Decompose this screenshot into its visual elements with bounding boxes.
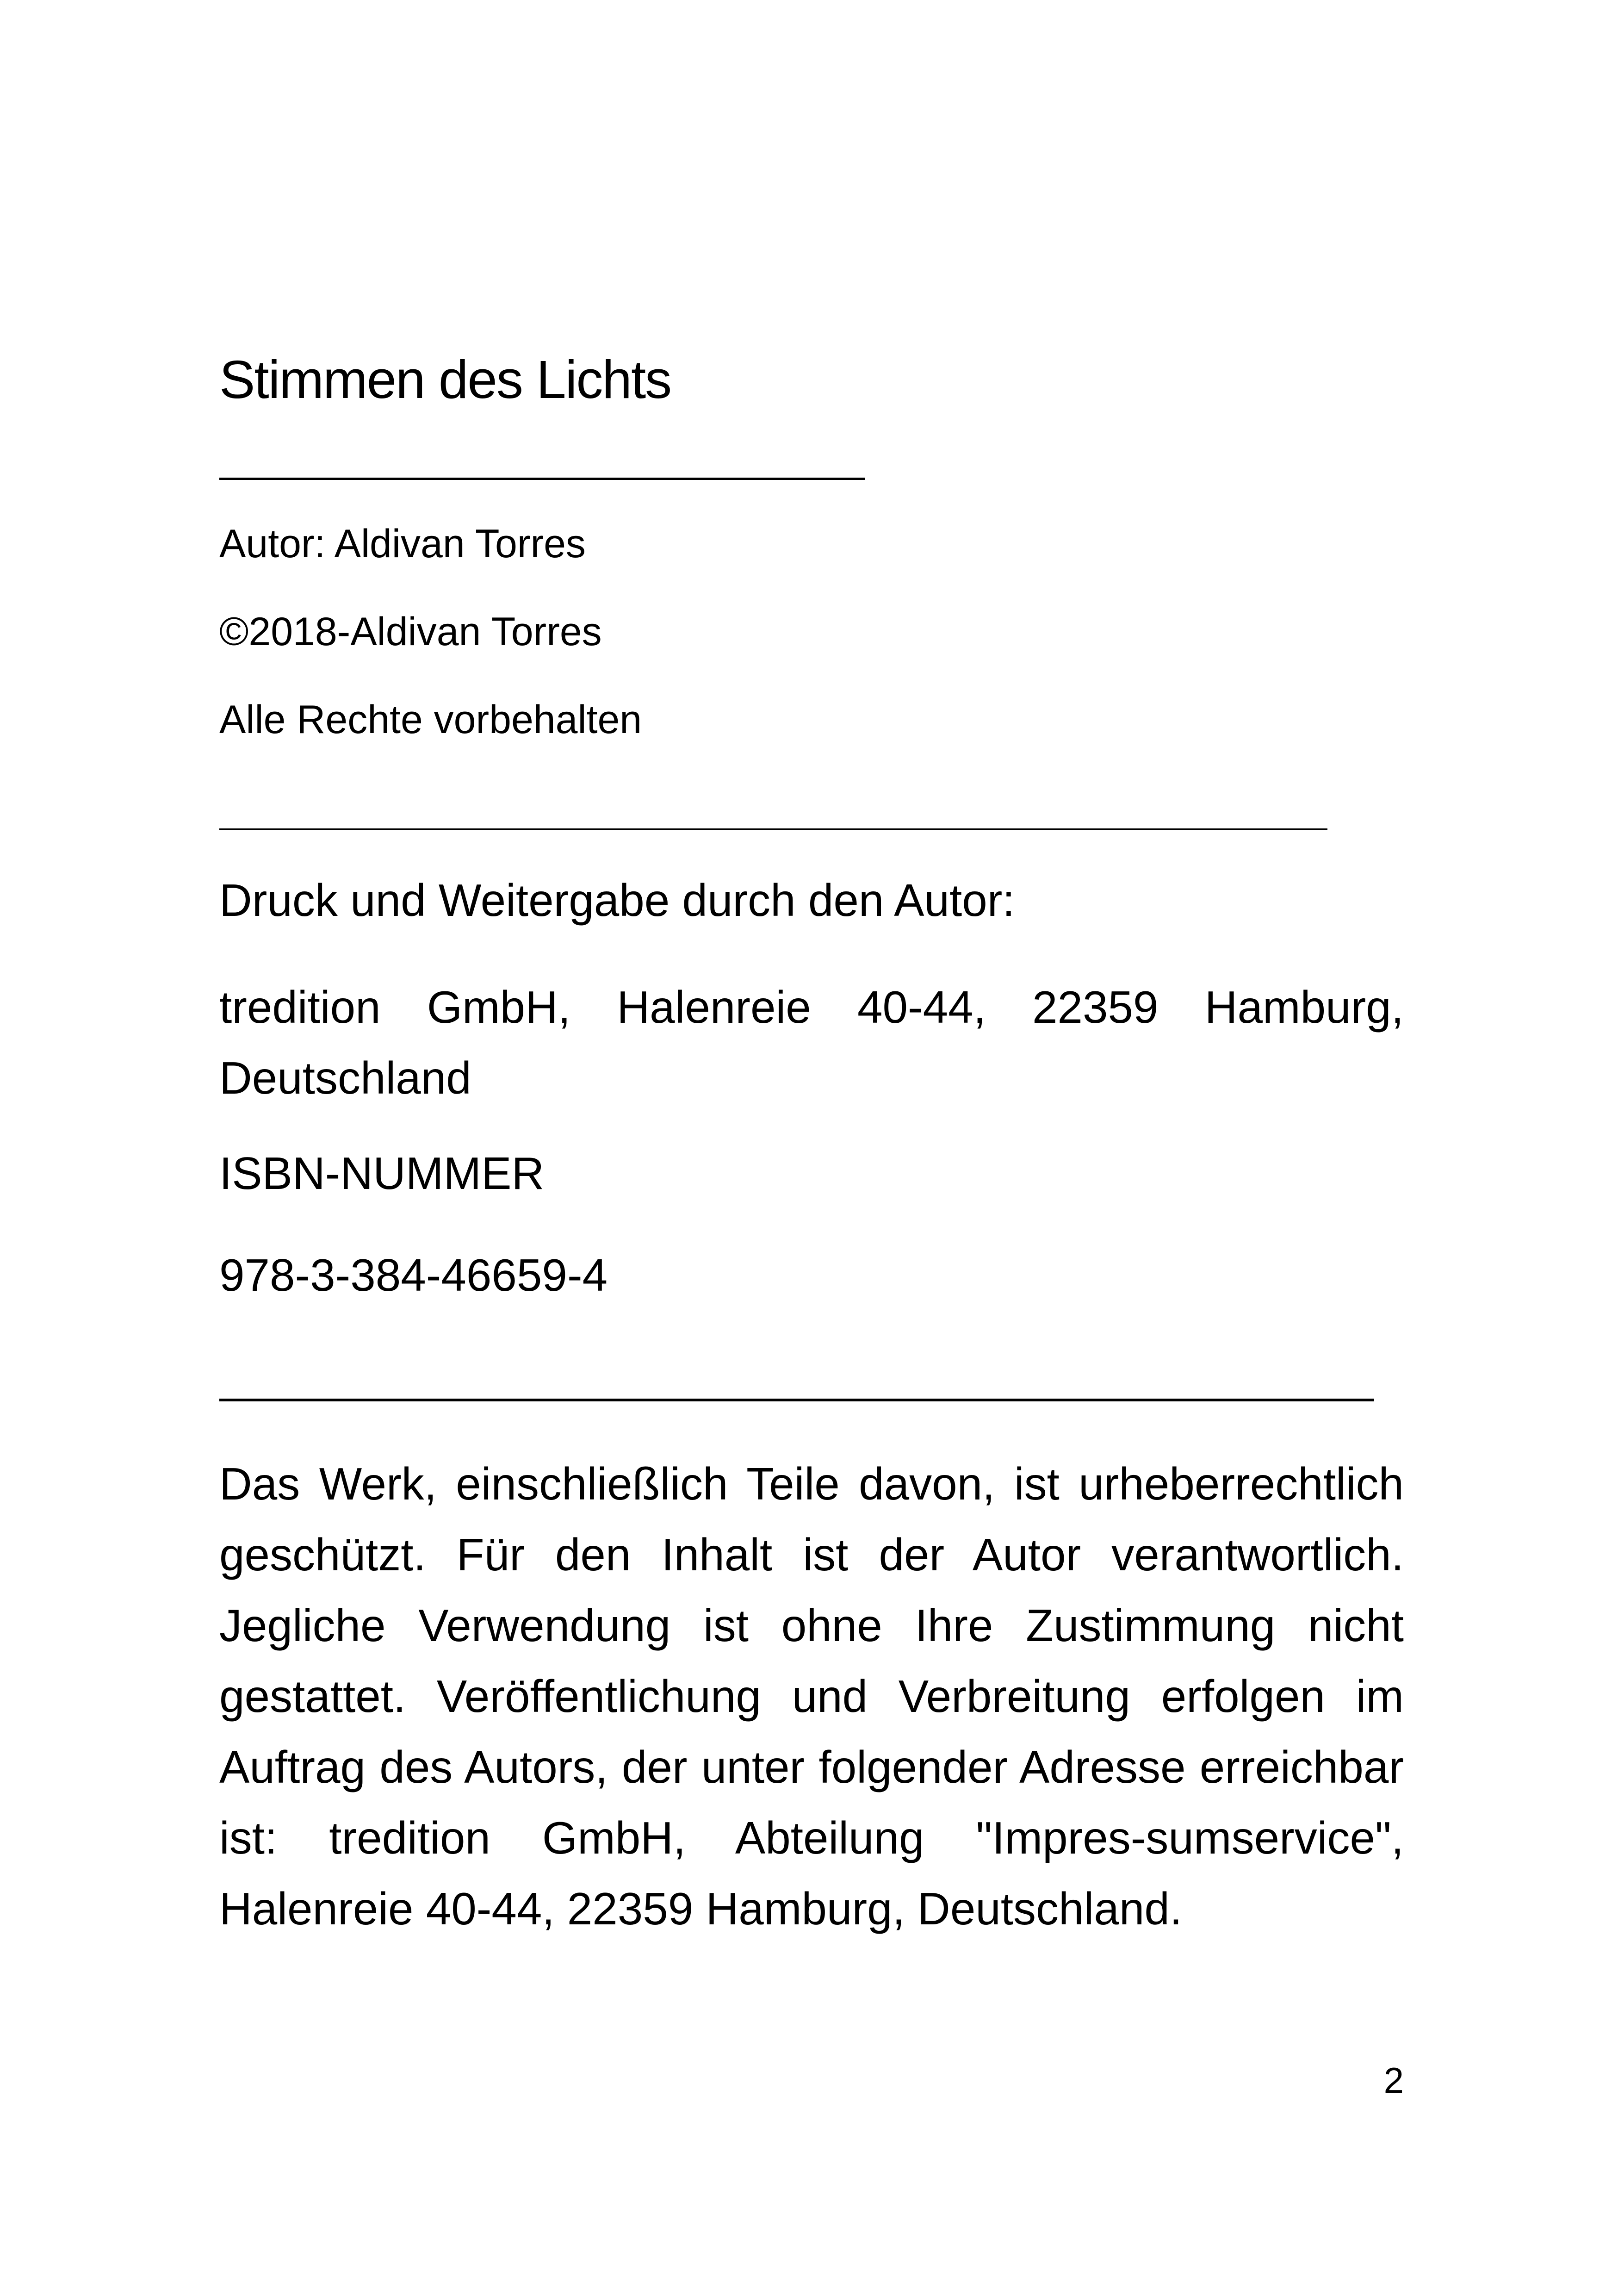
book-title: Stimmen des Lichts [219,349,671,410]
title-divider [219,478,865,480]
printing-label: Druck und Weitergabe durch den Autor: [219,875,1015,926]
author-line: Autor: Aldivan Torres [219,522,586,566]
isbn-number: 978-3-384-46659-4 [219,1250,608,1300]
copyright-line: ©2018-Aldivan Torres [219,610,602,654]
rights-line: Alle Rechte vorbehalten [219,697,642,742]
page-number: 2 [1383,2060,1404,2101]
rights-divider [219,828,1327,830]
legal-notice: Das Werk, einschließlich Teile davon, ist urheberrechtlich geschützt. Für den Inhalt ist der Autor verantwortlich. Jegliche Verwendung ist ohne Ihre Zustimmung nicht gestattet. Veröffentlichung und Verbreitung erfolgen im Auftrag des Autors, der unter folgender Adresse erreichbar ist: tredition GmbH, Abteilung "Impres-sumservice", Halenreie 40-44, 22359 Hamburg, Deutschland. [219,1458,1404,1934]
publisher-address: tredition GmbH, Halenreie 40-44, 22359 Hamburg, Deutschland [219,982,1404,1103]
isbn-divider [219,1399,1374,1401]
isbn-label: ISBN-NUMMER [219,1148,545,1199]
